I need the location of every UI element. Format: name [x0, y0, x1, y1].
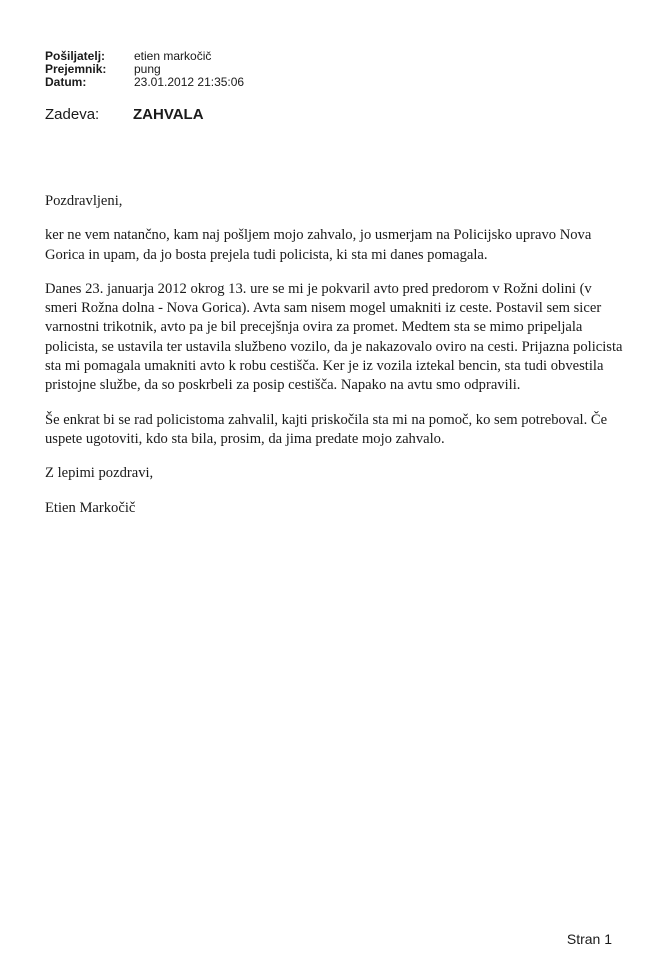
recipient-label: Prejemnik: [45, 62, 107, 76]
paragraph-intro: ker ne vem natančno, kam naj pošljem mojo zahvalo, jo usmerjam na Policijsko upravo Nova Gorica in upam, da jo bosta prejela tudi policista, ki sta mi danes pomagala. [45, 227, 592, 263]
date-value: 23.01.2012 21:35:06 [134, 75, 245, 89]
closing: Z lepimi pozdravi, [45, 465, 154, 482]
sender-label: Pošiljatelj: [45, 49, 106, 63]
paragraph-incident: Danes 23. januarja 2012 okrog 13. ure se mi je pokvaril avto pred predorom v Rožni dolini (v smeri Rožna dolna - Nova Gorica). Avta sam nisem mogel umakniti iz ceste. Postavil sem sicer varnostni trikotnik, avto pa je bil precejšnja ovira za promet. Medtem sta se mimo pripeljala policista, se ustavila ter ustavila službeno vozilo, da je nakazovalo oviro na cesti. Prijazna policista sta mi pomagala umakniti avto k robu cestišča. Ker je iz vozila iztekal bencin, sta tudi obvestila pristojne službe, da so poskrbeli za posip cestišča. Napako na avtu smo odpravili. [45, 280, 623, 394]
greeting: Pozdravljeni, [45, 193, 123, 209]
paragraph-thanks: Še enkrat bi se rad policistoma zahvalil, kajti priskočila sta mi na pomoč, ko sem potreboval. Če uspete ugotoviti, kdo sta bila, prosim, da jima predate mojo zahvalo. [45, 411, 608, 447]
date-label: Datum: [45, 75, 87, 89]
signature: Etien Markočič [45, 499, 136, 516]
sender-value: etien markočič [134, 49, 212, 63]
letter-body [45, 192, 625, 533]
subject-label: Zadeva: [45, 106, 100, 123]
date-row [45, 76, 244, 89]
message-header [45, 50, 244, 89]
subject-line [45, 106, 204, 123]
page-number: Stran 1 [566, 931, 612, 947]
subject-value: ZAHVALA [133, 106, 204, 123]
recipient-value: pung [134, 62, 161, 76]
